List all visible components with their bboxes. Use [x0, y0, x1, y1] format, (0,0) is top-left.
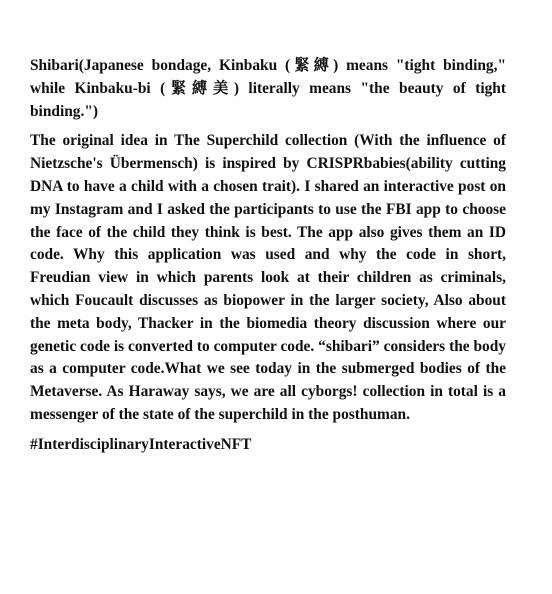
paragraph-shibari-definition: Shibari(Japanese bondage, Kinbaku (緊縛) means "tight binding," while Kinbaku-bi (緊縛美) literally means "the beauty of tight binding.") — [30, 57, 506, 120]
document-body — [30, 55, 506, 457]
paragraph-superchild-collection: The original idea in The Superchild collection (With the influence of Nietzsche's Übermensch) is inspired by CRISPRbabies(ability cutting DNA to have a child with a chosen trait). I shared an interactive post on my Instagram and I asked the participants to use the FBI app to choose the face of the child they think is best. The app also gives them an ID code. Why this application was used and why the code in short, Freudian view in which parents look at their children as criminals, which Foucault discusses as biopower in the larger society, Also about the meta body, Thacker in the biomedia theory discussion where our genetic code is converted to computer code. “shibari” considers the body as a computer code.What we see today in the submerged bodies of the Metaverse. As Haraway says, we are all cyborgs! collection in total is a messenger of the state of the superchild in the posthuman. — [30, 132, 506, 423]
hashtag: #InterdisciplinaryInteractiveNFT — [30, 435, 252, 453]
